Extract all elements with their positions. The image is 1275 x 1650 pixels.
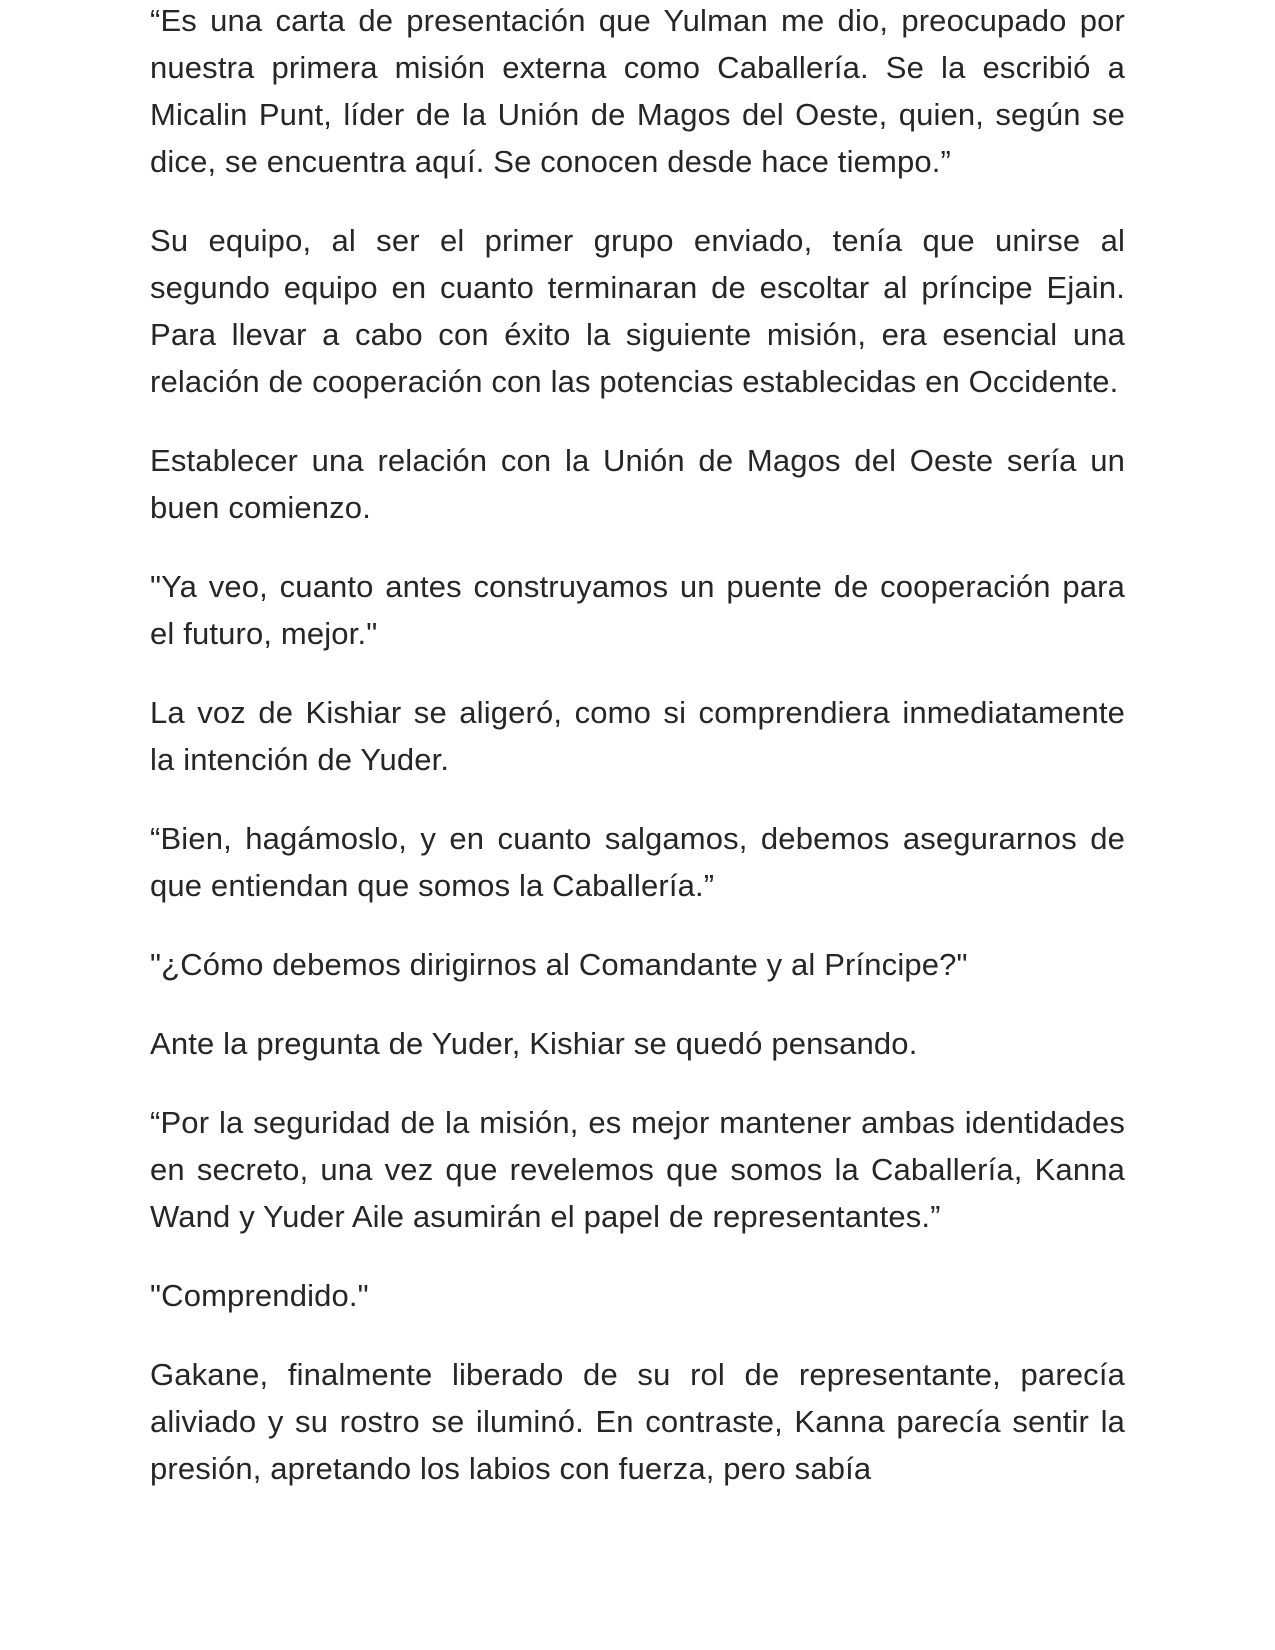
document-page <box>150 0 1125 1650</box>
paragraph: Gakane, finalmente liberado de su rol de representante, parecía aliviado y su rostro se iluminó. En contraste, Kanna parecía sentir la presión, apretando los labios con fuerza, pero sabía <box>150 1357 1125 1486</box>
paragraph: “Por la seguridad de la misión, es mejor mantener ambas identidades en secreto, una vez que revelemos que somos la Caballería, Kanna Wand y Yuder Aile asumirán el papel de representantes.” <box>150 1105 1125 1234</box>
paragraph: Establecer una relación con la Unión de Magos del Oeste sería un buen comienzo. <box>150 443 1125 525</box>
paragraph: "Ya veo, cuanto antes construyamos un puente de cooperación para el futuro, mejor." <box>150 569 1125 651</box>
paragraph: Ante la pregunta de Yuder, Kishiar se quedó pensando. <box>150 1026 918 1061</box>
paragraph: "¿Cómo debemos dirigirnos al Comandante y al Príncipe?" <box>150 947 968 982</box>
paragraph: Su equipo, al ser el primer grupo enviado, tenía que unirse al segundo equipo en cuanto terminaran de escoltar al príncipe Ejain. Para llevar a cabo con éxito la siguiente misión, era esencial una relación de cooperación con las potencias establecidas en Occidente. <box>150 223 1125 399</box>
paragraph: “Bien, hagámoslo, y en cuanto salgamos, debemos asegurarnos de que entiendan que somos la Caballería.” <box>150 821 1125 903</box>
paragraph: “Es una carta de presentación que Yulman me dio, preocupado por nuestra primera misión externa como Caballería. Se la escribió a Micalin Punt, líder de la Unión de Magos del Oeste, quien, según se dice, se encuentra aquí. Se conocen desde hace tiempo.” <box>150 3 1125 179</box>
paragraph: "Comprendido." <box>150 1278 369 1313</box>
paragraph: La voz de Kishiar se aligeró, como si comprendiera inmediatamente la intención de Yuder. <box>150 695 1125 777</box>
